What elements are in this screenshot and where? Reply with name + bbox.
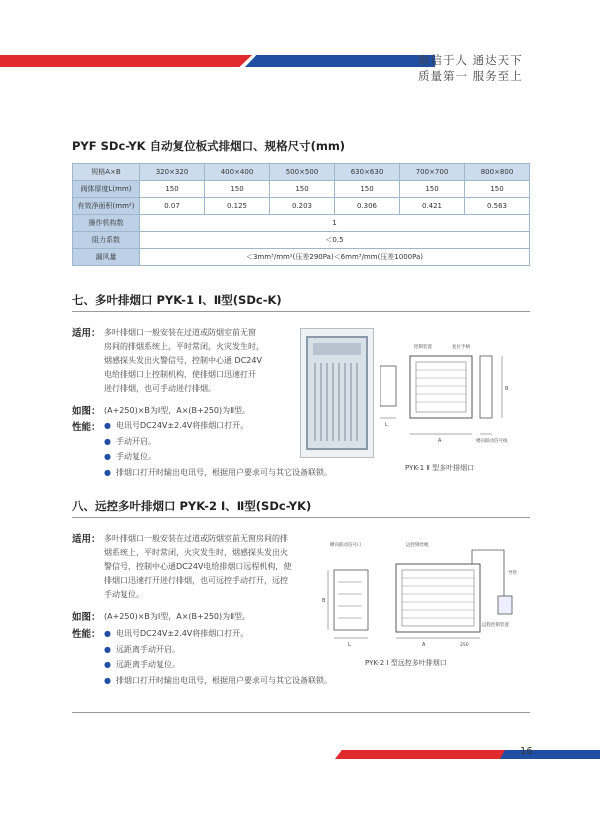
- table-title: PYF SDc-YK 自动复位板式排烟口、规格尺寸(mm): [72, 139, 346, 153]
- text-line: 电给排烟口上控制机构，使排烟口迅速打开: [104, 370, 256, 379]
- diagram-label-control: 控制装置: [414, 345, 432, 350]
- diagram-label-b: B: [322, 598, 326, 604]
- section7-heading: 七、多叶排烟口 PYK-1 Ⅰ、Ⅱ型(SDc-K): [72, 293, 282, 307]
- table-cell: 500×500: [270, 164, 335, 181]
- text-line: 进行排烟，也可手动进行排烟。: [104, 384, 216, 393]
- header-blue-stripe: [245, 55, 435, 67]
- diagram-label-l: L: [385, 422, 388, 428]
- text-line: 房间的排烟系统上，平时常闭，火灾发生时，: [104, 342, 264, 351]
- section8-form-text: (A+250)×B为Ⅰ型，A×(B+250)为Ⅱ型。: [104, 612, 251, 621]
- diagram-label-cable: 远控钢丝绳: [406, 543, 429, 548]
- section7-form-text: (A+250)×B为Ⅰ型，A×(B+250)为Ⅱ型。: [104, 406, 251, 415]
- diagram-label-wire: 楼向联动信号线: [476, 439, 508, 444]
- row-label: 规格A×B: [73, 164, 140, 181]
- table-cell: 0.07: [140, 198, 205, 215]
- table-cell: 800×800: [465, 164, 530, 181]
- table-cell: 0.306: [335, 198, 400, 215]
- diagram-label-a: A: [438, 438, 442, 444]
- list-item: ● 电讯号DC24V±2.4V将排烟口打开。: [104, 626, 332, 642]
- table-cell: 150: [465, 181, 530, 198]
- text-line: 烟感探头发出火警信号，控制中心通 DC24V: [104, 356, 262, 365]
- table-cell: 700×700: [400, 164, 465, 181]
- slogan: [418, 52, 523, 84]
- table-row: [73, 249, 530, 266]
- section7-caption: PYK-1 Ⅱ 型多叶排烟口: [405, 464, 475, 472]
- product-photo-image: [301, 329, 373, 457]
- row-label: 漏风量: [73, 249, 140, 266]
- section7-bullets: [104, 418, 332, 480]
- text-line: 烟系统上，平时常闭，火灾发生时，烟感探头发出火: [104, 548, 288, 557]
- list-item: ● 排烟口打开时输出电讯号，根据用户要求可与其它设备联锁。: [104, 673, 332, 689]
- section8-caption: PYK-2 Ⅰ 型远控多叶排烟口: [365, 659, 447, 667]
- table-cell: 0.203: [270, 198, 335, 215]
- section8-usage-label: 适用：: [72, 534, 101, 545]
- text-line: 多叶排烟口一般安装在过道或防烟室前无窗: [104, 328, 256, 337]
- table-cell: 150: [400, 181, 465, 198]
- diagram-label-dim: 250: [460, 643, 469, 648]
- table-row: [73, 164, 530, 181]
- section8-perf-label: 性能：: [72, 629, 101, 640]
- section7-diagram: [380, 338, 530, 458]
- section8-heading: 八、远控多叶排烟口 PYK-2 Ⅰ、Ⅱ型(SDc-YK): [72, 499, 312, 513]
- table-cell: 320×320: [140, 164, 205, 181]
- text-line: 排烟口迅速打开进行排烟，也可远控手动打开，远控: [104, 576, 288, 585]
- diagram-label-b: B: [505, 386, 509, 392]
- header-red-stripe: [0, 55, 252, 67]
- section7-usage-text: [104, 326, 304, 396]
- diagram-label-remote: 远程控制装置: [482, 623, 509, 628]
- section8-bullets: [104, 626, 332, 688]
- table-cell: 630×630: [335, 164, 400, 181]
- table-cell: 150: [335, 181, 400, 198]
- section7-divider: [72, 311, 530, 312]
- section7-perf-label: 性能：: [72, 422, 101, 433]
- table-row: [73, 181, 530, 198]
- diagram-label-reset: 复位手柄: [452, 345, 470, 350]
- table-row: [73, 215, 530, 232]
- list-item: ● 电讯号DC24V±2.4V将排烟口打开。: [104, 418, 332, 434]
- list-item: ● 排烟口打开时输出电讯号，根据用户要求可与其它设备联锁。: [104, 465, 332, 481]
- table-cell: 150: [270, 181, 335, 198]
- diagram-label-signal: 横向联动信号口: [330, 543, 362, 548]
- table-cell: 0.125: [205, 198, 270, 215]
- section8-form-label: 如图：: [72, 612, 101, 623]
- section8-divider: [72, 517, 530, 518]
- section8-usage-text: [104, 532, 334, 602]
- table-cell: ＜0.5: [140, 232, 530, 249]
- diagram-label-a: A: [422, 642, 426, 648]
- text-line: 多叶排烟口一般安装在过道或防烟室前无窗房间的排: [104, 534, 288, 543]
- product-photo: [300, 328, 374, 458]
- text-line: 警信号，控制中心通DC24V电给排烟口远程机构，使: [104, 562, 292, 571]
- table-cell: 150: [140, 181, 205, 198]
- row-label: 阀体厚度L(mm): [73, 181, 140, 198]
- list-item: ● 远距离手动开启。: [104, 642, 332, 658]
- table-cell: ＜3mm³/mm²(压差290Pa)＜6mm³/mm(压差1000Pa): [140, 249, 530, 266]
- row-label: 阻力系数: [73, 232, 140, 249]
- table-cell: 400×400: [205, 164, 270, 181]
- table-cell: 0.421: [400, 198, 465, 215]
- text-line: 手动复位。: [104, 590, 144, 599]
- table-cell: 1: [140, 215, 530, 232]
- bottom-divider: [72, 712, 530, 713]
- section7-form-label: 如图：: [72, 406, 101, 417]
- footer-blue-stripe: [500, 750, 600, 759]
- footer-red-stripe: [335, 750, 505, 759]
- table-cell: 150: [205, 181, 270, 198]
- slogan-line-1: 取信于人 通达天下: [418, 53, 523, 67]
- table-row: [73, 232, 530, 249]
- table-cell: 0.563: [465, 198, 530, 215]
- page-number: 16: [520, 746, 533, 757]
- section8-diagram: [322, 534, 532, 654]
- section7-usage-label: 适用：: [72, 328, 101, 339]
- list-item: ● 远距离手动复位。: [104, 657, 332, 673]
- list-item: ● 手动开启。: [104, 434, 332, 450]
- diagram-label-tube: 导管: [508, 571, 517, 576]
- row-label: 操作机构数: [73, 215, 140, 232]
- diagram-label-l: L: [348, 642, 351, 648]
- table-row: [73, 198, 530, 215]
- slogan-line-2: 质量第一 服务至上: [418, 69, 523, 83]
- spec-table: [72, 163, 530, 266]
- list-item: ● 手动复位。: [104, 449, 332, 465]
- row-label: 有效净面积(mm²): [73, 198, 140, 215]
